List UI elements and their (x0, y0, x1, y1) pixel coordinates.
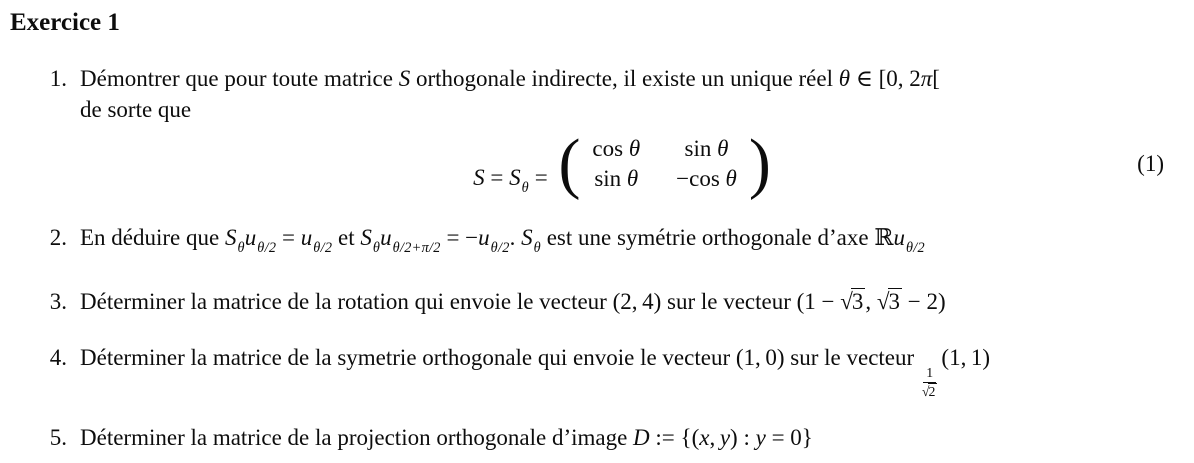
matrix-2x2: ( cos θ sin θ sin θ −cos θ ) (558, 126, 771, 201)
item-5-text: Déterminer la matrice de la projection orthogonale d’image D := {(x, y) : y = 0} (80, 425, 813, 451)
item-3-number: 3. (49, 288, 67, 314)
sqrt-radical: √2 (921, 383, 936, 400)
exercise-item-1 (10, 63, 1164, 201)
sqrt-radical: √3 (876, 288, 901, 315)
item-1-content (80, 63, 1164, 201)
sqrt-radical: √3 (840, 288, 864, 315)
exercise-item-3 (10, 286, 1164, 317)
equation-number: (1) (1137, 151, 1164, 177)
item-3-text: Déterminer la matrice de la rotation qui envoie le vecteur (2, 4) sur le vecteur (1 − √3, √3 − 2) (80, 288, 946, 315)
item-1-text: Démontrer que pour toute matrice S orthogonale indirecte, il existe un unique réel θ ∈ [0, 2π[ de sorte que (80, 66, 940, 123)
exercise-item-5 (10, 422, 1164, 453)
item-1-number: 1. (49, 66, 67, 91)
item-3-content (80, 286, 1164, 317)
exercise-title: Exercice 1 (10, 9, 120, 36)
item-4-content (80, 342, 1164, 399)
item-2-content (80, 222, 1164, 258)
item-4-number: 4. (49, 344, 67, 370)
item-5-number: 5. (49, 425, 67, 451)
exercise-item-4 (10, 342, 1164, 399)
item-2-text: En déduire que $S_\theta u_{\theta/2} = u_{\theta/2}$ et $S_\theta u_{\theta/2+\pi/2} = -u_{\theta/2}$. $S_\theta$ est une symétrie orthogonale d’axe ℝu$_{\theta/2}$ (80, 225, 925, 256)
equation-expression: $S = S_\theta$ = ( cos θ sin θ sin θ −cos θ ) (473, 126, 771, 201)
display-equation (80, 126, 1164, 201)
item-2-number: 2. (49, 225, 67, 251)
exercise-item-2 (10, 222, 1164, 258)
fraction: $\frac{1}{√2}$ (921, 365, 936, 400)
item-4-text: Déterminer la matrice de la symetrie orthogonale qui envoie le vecteur (1, 0) sur le vecteur $\frac{1}{√2}$ (1, 1) (80, 344, 991, 400)
item-5-content (80, 422, 1164, 453)
